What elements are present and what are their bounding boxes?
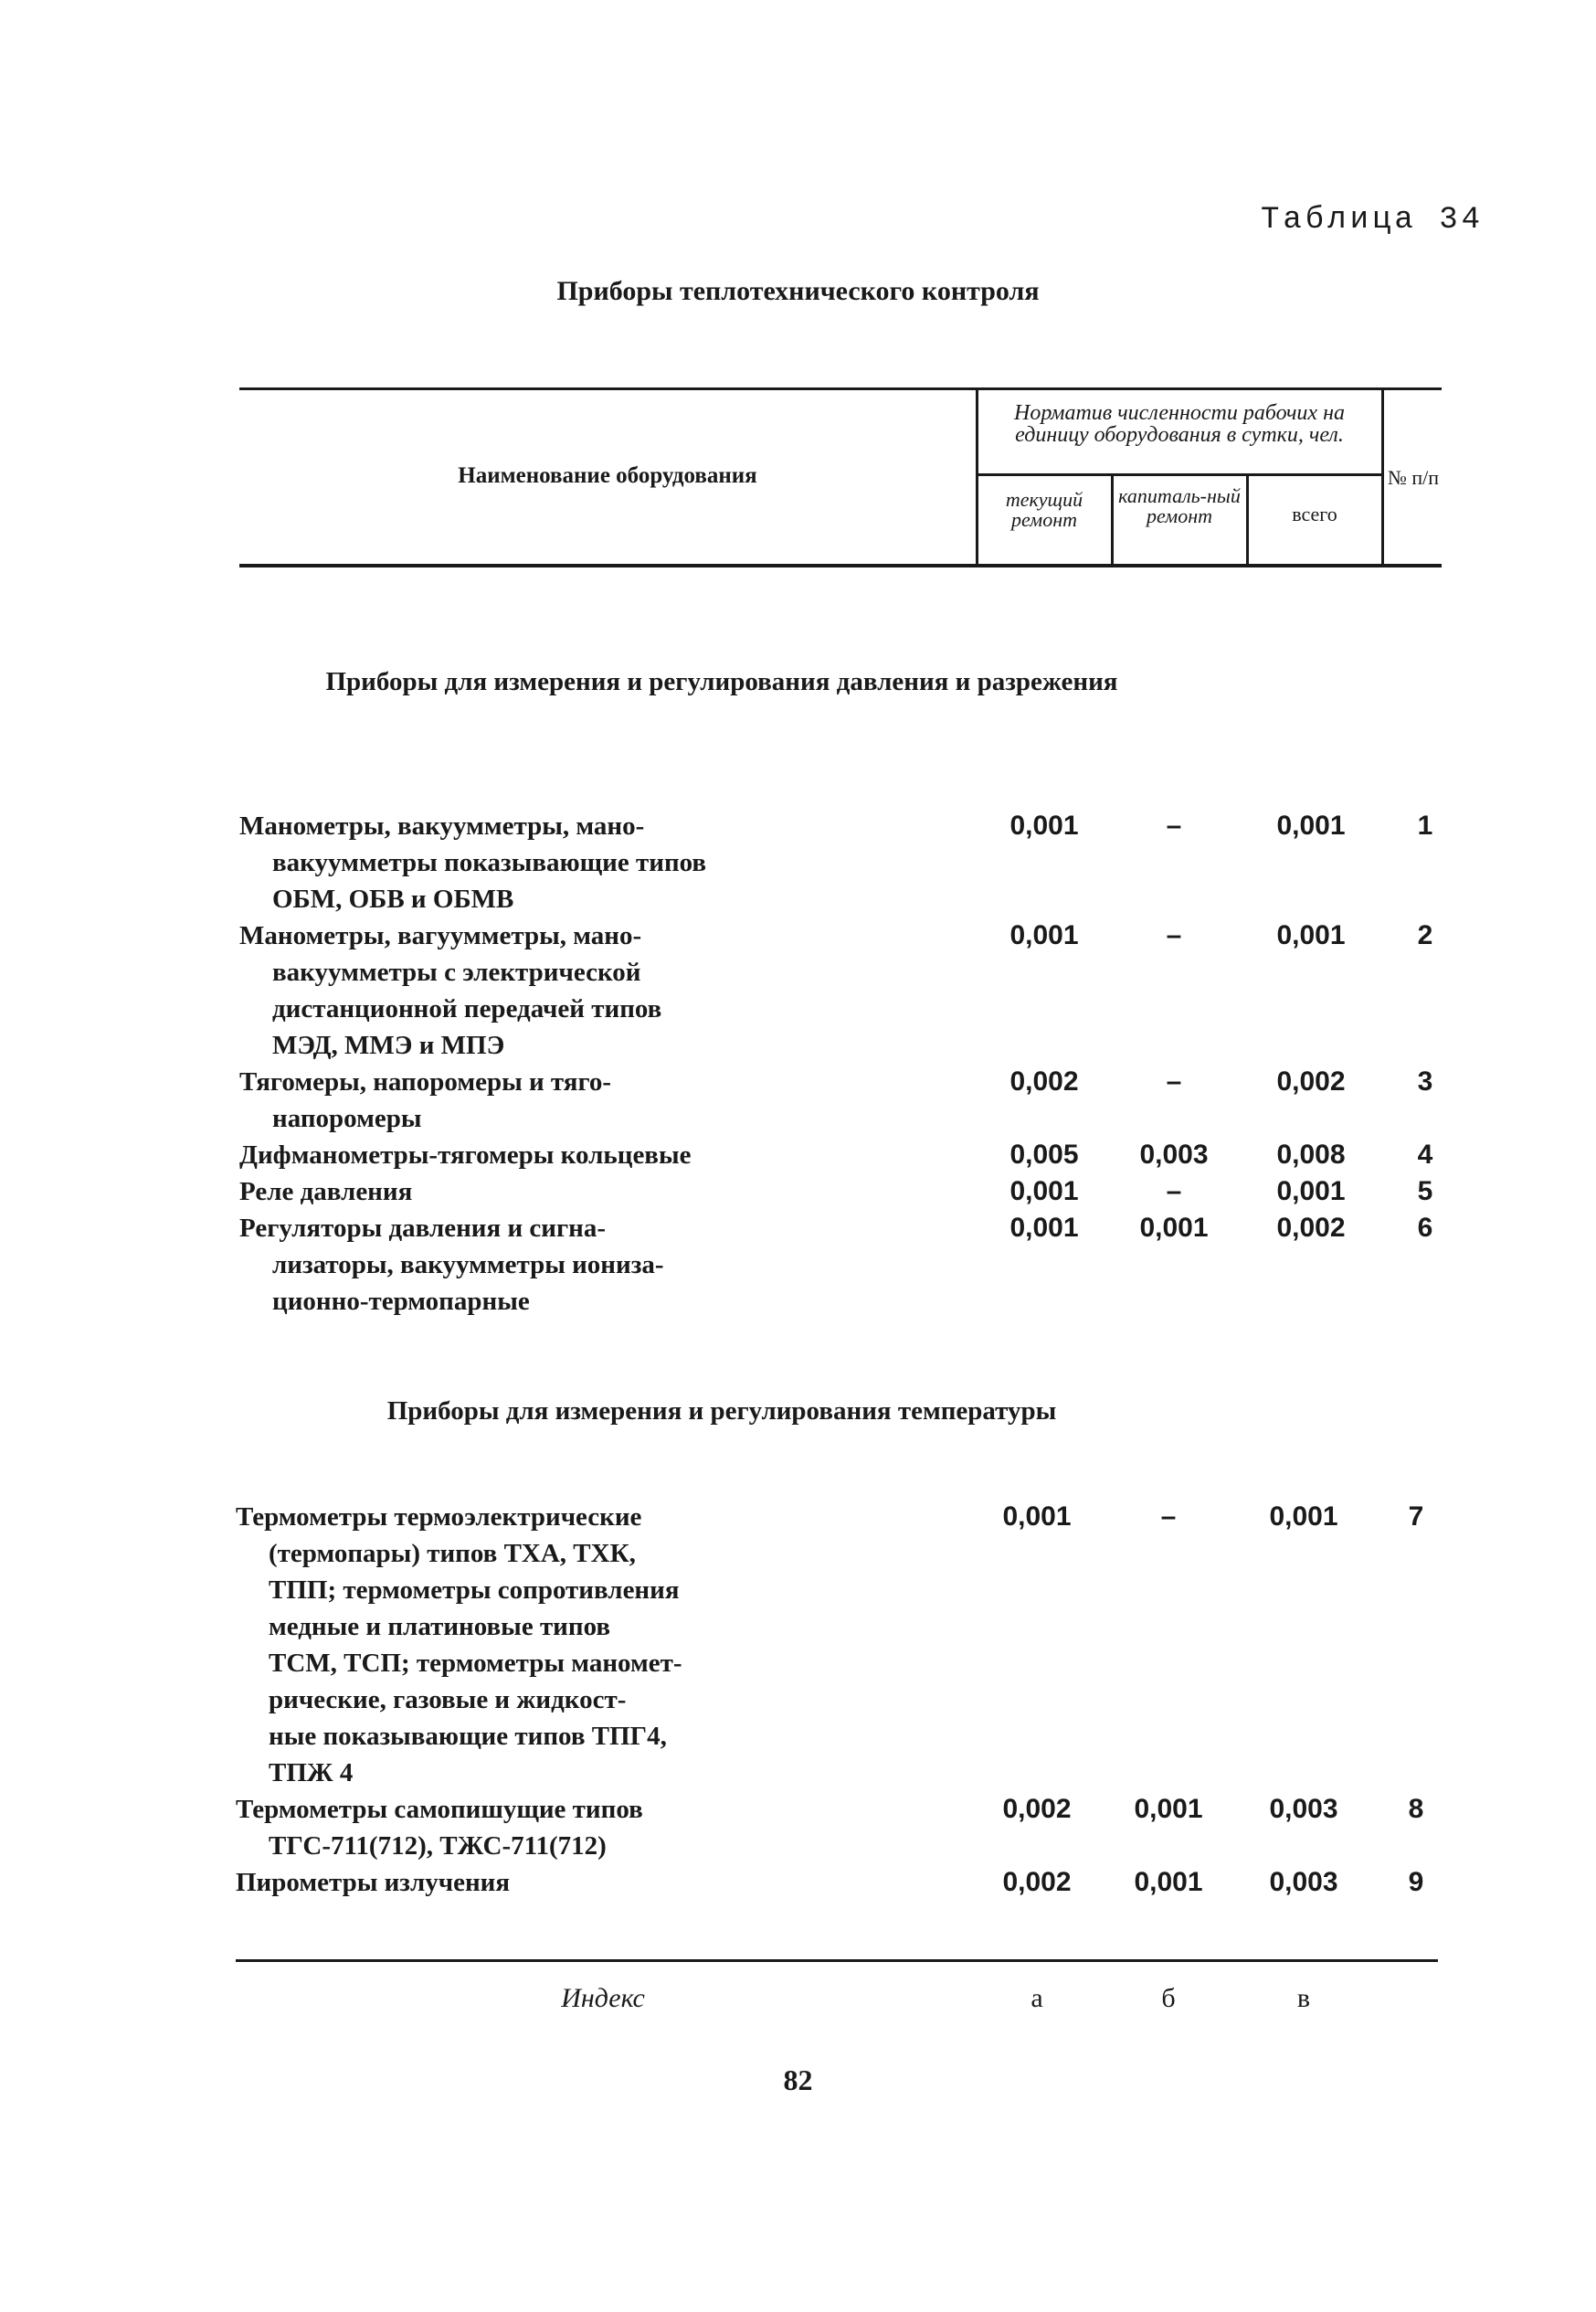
row-equipment-name	[236, 1864, 784, 1901]
row-name-line: Тягомеры, напоромеры и тяго-	[239, 1067, 612, 1097]
header-top-rule	[239, 387, 1442, 390]
row-equipment-name	[236, 1499, 784, 1791]
header-subgroup-rule	[976, 473, 1383, 476]
row-number: 1	[1417, 811, 1433, 841]
row-current-value: 0,001	[1009, 811, 1079, 841]
row-total-value: 0,003	[1269, 1794, 1338, 1824]
header-col-no: № п/п	[1387, 466, 1440, 489]
row-name-line: ционно-термопарные	[272, 1287, 530, 1316]
row-name-line: Реле давления	[239, 1177, 413, 1206]
row-equipment-name	[239, 808, 787, 917]
page-title: Приборы теплотехнического контроля	[556, 276, 1040, 306]
row-current-value: 0,002	[1002, 1867, 1072, 1897]
header-divider-sub1	[1111, 473, 1114, 565]
row-name-line: Дифманометры-тягомеры кольцевые	[239, 1140, 692, 1170]
row-capital-value: 0,001	[1134, 1794, 1203, 1824]
index-a: а	[1031, 1983, 1043, 2013]
row-name-line: медные и платиновые типов	[269, 1612, 611, 1641]
header-divider-right	[1381, 387, 1384, 565]
row-capital-value: –	[1166, 1066, 1182, 1097]
row-total-value: 0,001	[1269, 1501, 1338, 1532]
row-total-value: 0,001	[1276, 811, 1346, 841]
row-name-line: ОБМ, ОБВ и ОБМВ	[272, 885, 514, 914]
header-col-current: текущий ремонт	[1005, 488, 1083, 531]
row-name-line: Регуляторы давления и сигна-	[239, 1214, 607, 1243]
row-total-value: 0,008	[1276, 1140, 1346, 1170]
row-equipment-name	[239, 917, 787, 1064]
row-number: 9	[1408, 1867, 1424, 1897]
section-title-temperature: Приборы для измерения и регулирования температуры	[386, 1396, 1057, 1426]
header-col-capital: капиталь-ный ремонт	[1118, 484, 1241, 527]
row-number: 5	[1417, 1176, 1433, 1206]
header-bottom-rule	[239, 564, 1442, 567]
row-number: 4	[1417, 1140, 1433, 1170]
index-c: в	[1296, 1983, 1311, 2013]
row-equipment-name	[239, 1137, 787, 1173]
row-current-value: 0,001	[1009, 920, 1079, 950]
row-current-value: 0,001	[1002, 1501, 1072, 1532]
page-number: 82	[783, 2063, 813, 2096]
index-b: б	[1161, 1983, 1176, 2013]
row-capital-value: 0,003	[1139, 1140, 1209, 1170]
row-name-line: Термометры термоэлектрические	[236, 1502, 642, 1532]
row-equipment-name	[239, 1064, 787, 1137]
row-number: 7	[1408, 1501, 1424, 1532]
row-name-line: (термопары) типов ТХА, ТХК,	[269, 1539, 636, 1568]
header-col-total: всего	[1292, 503, 1337, 525]
row-total-value: 0,002	[1276, 1066, 1346, 1097]
header-divider-left	[976, 387, 978, 565]
row-number: 6	[1417, 1213, 1433, 1243]
row-name-line: лизаторы, вакуумметры иониза-	[272, 1250, 664, 1279]
row-name-line: ТСМ, ТСП; термометры маномет-	[269, 1649, 682, 1678]
table-number: Таблица 34	[1261, 203, 1485, 238]
row-number: 2	[1417, 920, 1433, 950]
row-name-line: Манометры, вагуумметры, мано-	[239, 921, 642, 950]
row-number: 3	[1417, 1066, 1433, 1097]
row-capital-value: –	[1166, 811, 1182, 841]
row-name-line: МЭД, ММЭ и МПЭ	[272, 1031, 505, 1060]
row-name-line: Пирометры излучения	[236, 1868, 511, 1897]
row-equipment-name	[236, 1791, 784, 1864]
row-name-line: Термометры самопишущие типов	[236, 1795, 643, 1824]
header-norm-group: Норматив численности рабочих на единицу оборудования в сутки, чел.	[1014, 401, 1345, 447]
row-name-line: Манометры, вакуумметры, мано-	[239, 811, 645, 841]
header-divider-sub2	[1246, 473, 1249, 565]
row-name-line: напоромеры	[272, 1104, 422, 1133]
row-name-line: ТПП; термометры сопротивления	[269, 1575, 680, 1605]
row-total-value: 0,001	[1276, 1176, 1346, 1206]
header-name-col: Наименование оборудования	[458, 463, 757, 488]
row-capital-value: –	[1166, 1176, 1182, 1206]
row-equipment-name	[239, 1173, 787, 1210]
row-capital-value: 0,001	[1139, 1213, 1209, 1243]
index-label: Индекс	[561, 1983, 645, 2013]
row-total-value: 0,003	[1269, 1867, 1338, 1897]
row-name-line: дистанционной передачей типов	[272, 994, 662, 1023]
row-number: 8	[1408, 1794, 1424, 1824]
row-name-line: ТГС-711(712), ТЖС-711(712)	[269, 1831, 607, 1861]
row-name-line: ные показывающие типов ТПГ4,	[269, 1722, 667, 1751]
row-current-value: 0,005	[1009, 1140, 1079, 1170]
table-bottom-rule	[236, 1959, 1438, 1962]
row-equipment-name	[239, 1210, 787, 1320]
row-current-value: 0,001	[1009, 1176, 1079, 1206]
row-capital-value: –	[1160, 1501, 1177, 1532]
row-name-line: ТПЖ 4	[269, 1758, 354, 1787]
row-current-value: 0,002	[1002, 1794, 1072, 1824]
row-name-line: вакуумметры с электрической	[272, 958, 641, 987]
row-name-line: вакуумметры показывающие типов	[272, 848, 707, 877]
row-total-value: 0,001	[1276, 920, 1346, 950]
row-current-value: 0,001	[1009, 1213, 1079, 1243]
row-capital-value: 0,001	[1134, 1867, 1203, 1897]
row-total-value: 0,002	[1276, 1213, 1346, 1243]
section-title-pressure: Приборы для измерения и регулирования давления и разрежения	[325, 667, 1118, 696]
row-capital-value: –	[1166, 920, 1182, 950]
row-name-line: рические, газовые и жидкост-	[269, 1685, 627, 1714]
row-current-value: 0,002	[1009, 1066, 1079, 1097]
